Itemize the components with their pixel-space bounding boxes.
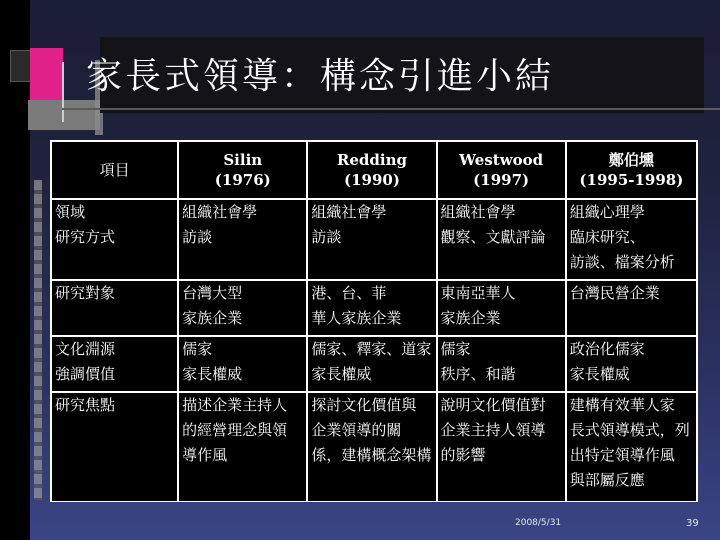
table-cell: 儒家 秩序、和諧 xyxy=(438,337,565,391)
table-cell: 組織社會學 觀察、文獻評論 xyxy=(438,200,565,279)
table-cell: 組織社會學 訪談 xyxy=(308,200,435,279)
header-cell-westwood: Westwood (1997) xyxy=(438,142,565,198)
table-cell: 台灣大型 家族企業 xyxy=(179,281,306,335)
comparison-table-container xyxy=(50,140,698,502)
table-cell: 領域 研究方式 xyxy=(52,200,177,279)
table-cell: 台灣民營企業 xyxy=(567,281,696,335)
decorative-vertical-line xyxy=(62,62,64,122)
table-row xyxy=(52,200,696,279)
slide-title: 家長式領導：構念引進小結 xyxy=(86,56,555,97)
table-cell: 港、台、菲 華人家族企業 xyxy=(308,281,435,335)
table-cell: 研究對象 xyxy=(52,281,177,335)
table-cell: 儒家、釋家、道家 家長權威 xyxy=(308,337,435,391)
table-cell: 研究焦點 xyxy=(52,393,177,501)
decorative-side-stripe xyxy=(34,180,42,500)
decorative-horizontal-line xyxy=(62,108,720,110)
table-cell: 東南亞華人 家族企業 xyxy=(438,281,565,335)
header-cell-cheng: 鄭伯壎 (1995-1998) xyxy=(567,142,696,198)
table-cell: 探討文化價值與 企業領導的關 係，建構概念架構 xyxy=(308,393,435,501)
header-cell-item: 項目 xyxy=(52,142,177,198)
header-cell-redding: Redding (1990) xyxy=(308,142,435,198)
table-cell: 政治化儒家 家長權威 xyxy=(567,337,696,391)
table-row xyxy=(52,337,696,391)
table-cell: 說明文化價值對 企業主持人領導 的影響 xyxy=(438,393,565,501)
table-cell: 文化淵源 強調價值 xyxy=(52,337,177,391)
table-header-row xyxy=(52,142,696,198)
comparison-table xyxy=(50,140,698,503)
table-cell: 組織社會學 訪談 xyxy=(179,200,306,279)
header-cell-silin: Silin (1976) xyxy=(179,142,306,198)
decorative-gray-block xyxy=(28,100,100,130)
footer-date: 2008/5/31 xyxy=(515,518,562,528)
footer-page-number: 39 xyxy=(686,518,699,529)
table-row xyxy=(52,393,696,501)
decorative-square xyxy=(10,50,32,82)
table-row xyxy=(52,281,696,335)
table-cell: 組織心理學 臨床研究、 訪談、檔案分析 xyxy=(567,200,696,279)
table-cell: 儒家 家長權威 xyxy=(179,337,306,391)
decorative-magenta-block xyxy=(30,48,63,108)
table-cell: 建構有效華人家 長式領導模式，列 出特定領導作風 與部屬反應 xyxy=(567,393,696,501)
table-cell: 描述企業主持人 的經營理念與領 導作風 xyxy=(179,393,306,501)
